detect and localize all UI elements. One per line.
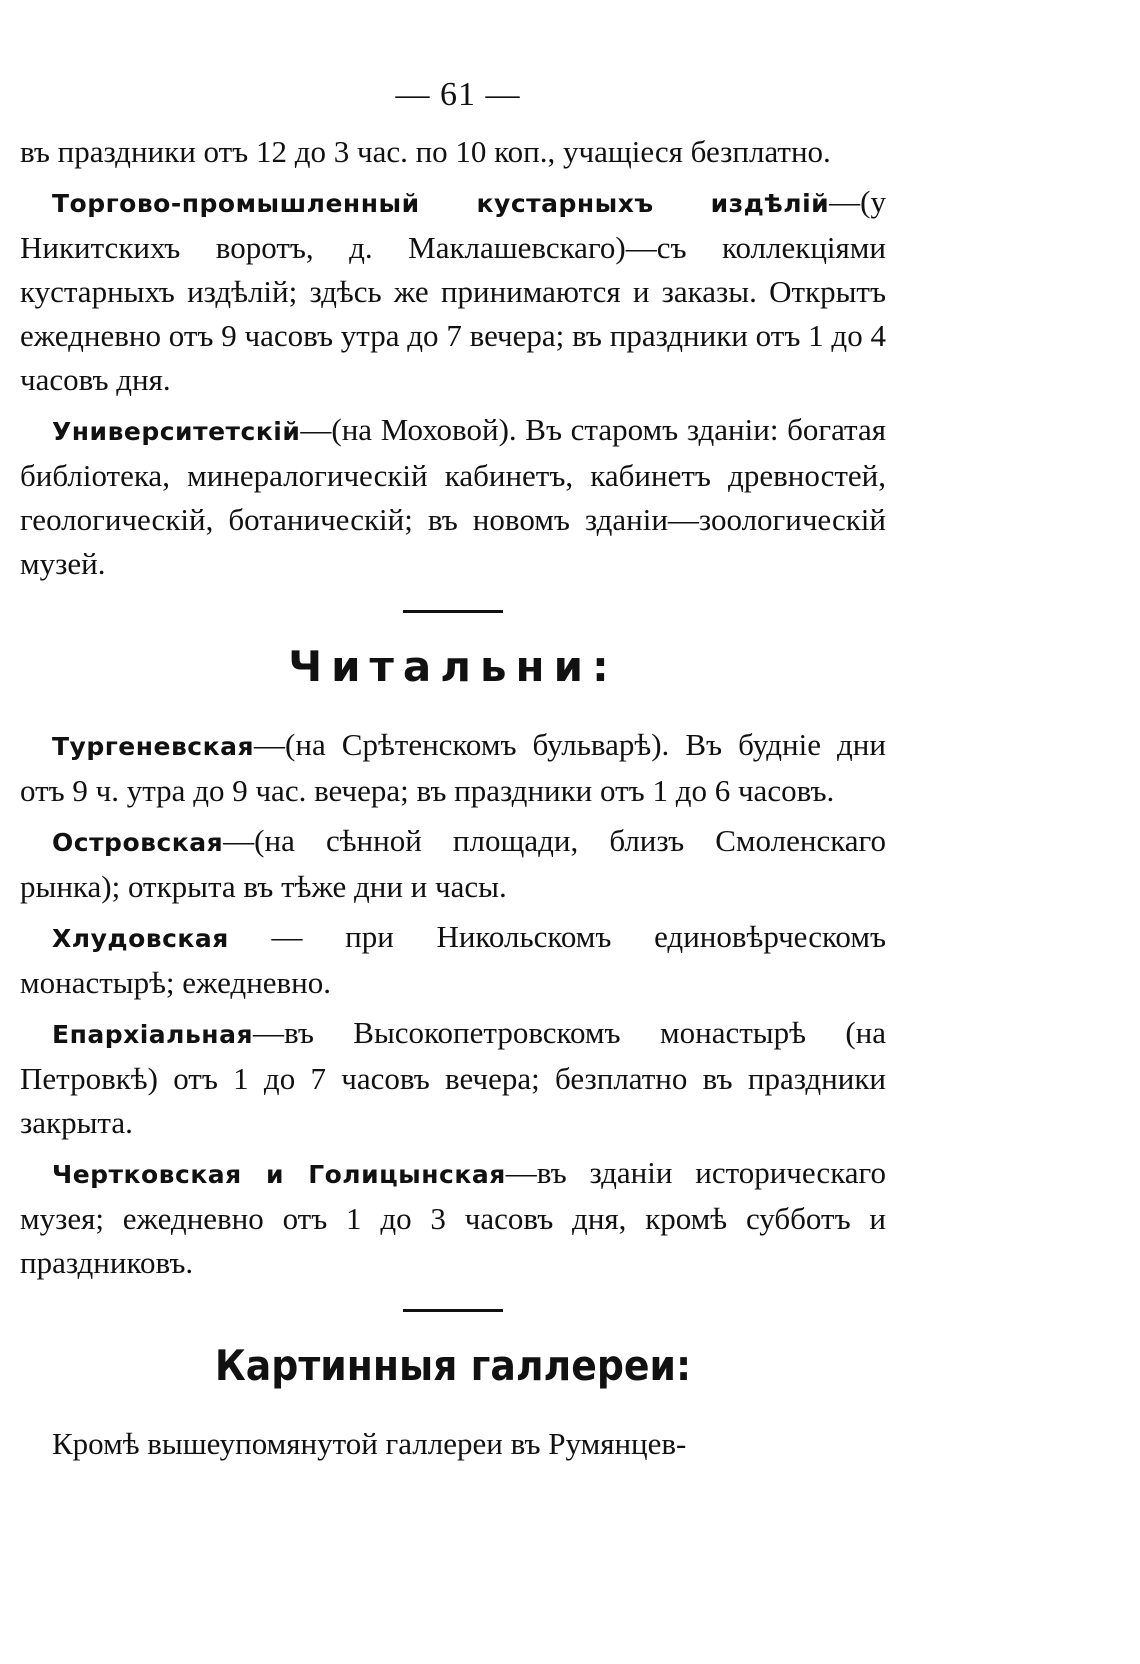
page-number: — 61 —	[395, 76, 521, 113]
entry-text: —(у Никитскихъ воротъ, д. Маклашевскаго)—съ коллекціями кустарныхъ издѣлій; здѣсь же принимаются и заказы. Открытъ ежедневно отъ 9 часовъ утра до 7 вечера; въ праздники отъ 1 до 4 часовъ дня.	[20, 184, 886, 397]
entry-name: Чертковская и Голицынская	[52, 1160, 506, 1189]
entry-name: Островская	[52, 828, 224, 857]
museum-entry-university	[20, 408, 886, 586]
entry-text: —(на Срѣтенскомъ бульварѣ). Въ будніе дни отъ 9 ч. утра до 9 час. вечера; въ праздники отъ 1 до 6 часовъ.	[20, 727, 886, 808]
reading-room-entry-chertkov	[20, 1151, 886, 1285]
reading-room-entry-khludov	[20, 915, 886, 1005]
museum-continuation: въ праздники отъ 12 до 3 час. по 10 коп., учащіеся безплатно.	[20, 134, 831, 169]
entry-text: —(на сѣнной площади, близъ Смоленскаго рынка); открыта въ тѣже дни и часы.	[20, 823, 886, 904]
reading-room-entry-turgenev	[20, 723, 886, 813]
section-divider	[403, 610, 503, 613]
section-divider	[403, 1309, 503, 1312]
entry-name: Хлудовская	[52, 924, 229, 953]
entry-text: —въ Высокопетровскомъ монастырѣ (на Петровкѣ) отъ 1 до 7 часовъ вечера; безплатно въ праздники закрыта.	[20, 1015, 886, 1140]
entry-text: —въ зданіи историческаго музея; ежедневно отъ 1 до 3 часовъ дня, кромѣ субботъ и праздниковъ.	[20, 1155, 886, 1280]
entry-name: Торгово-промышленный кустарныхъ издѣлій	[52, 189, 830, 218]
reading-room-entry-eparchial	[20, 1011, 886, 1145]
galleries-intro: Кромѣ вышеупомянутой галлереи въ Румянцев-	[52, 1426, 687, 1461]
reading-room-entry-ostrovsky	[20, 819, 886, 909]
entry-text: — при Никольскомъ единовѣрческомъ монастырѣ; ежедневно.	[20, 919, 886, 1000]
entry-name: Тургеневская	[52, 732, 255, 761]
book-page	[20, 60, 886, 1472]
section-heading-reading-rooms: Читальни:	[288, 642, 618, 691]
entry-name: Университетскій	[52, 417, 301, 446]
section-heading-galleries: Картинныя галлереи:	[214, 1341, 692, 1390]
entry-name: Епархіальная	[52, 1020, 253, 1049]
museum-entry-handicraft	[20, 180, 886, 402]
entry-text: —(на Моховой). Въ старомъ зданіи: богатая библіотека, минералогическій кабинетъ, кабинетъ древностей, геологическій, ботаническій; въ новомъ зданіи—зоологическій музей.	[20, 412, 886, 581]
